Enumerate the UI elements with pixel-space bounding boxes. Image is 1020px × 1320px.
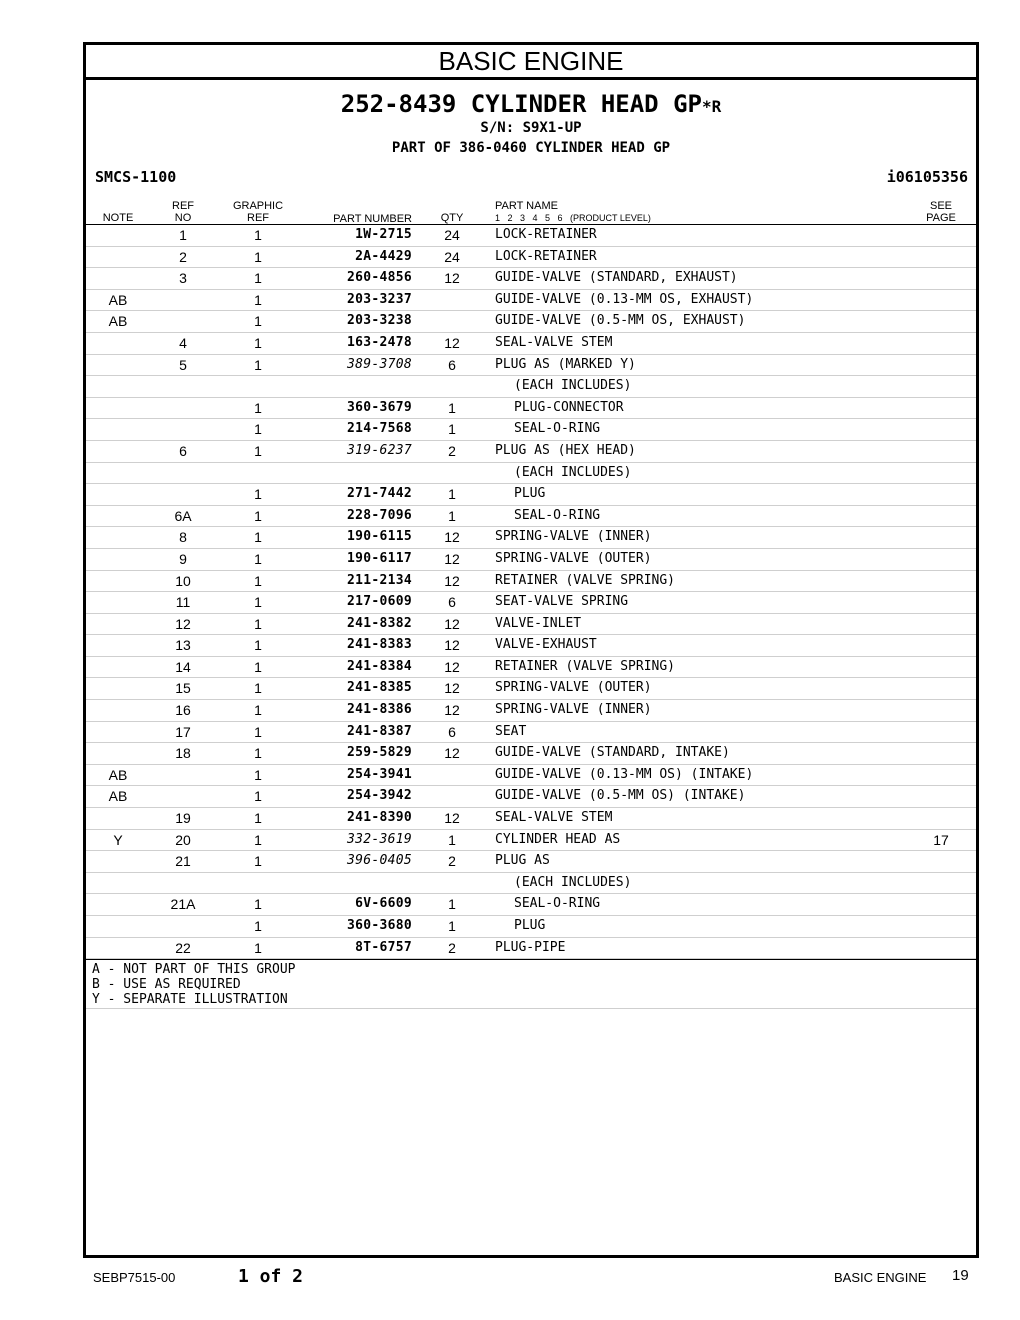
row-graphic-ref: 1 (254, 572, 262, 589)
row-part-number: 228-7096 (346, 507, 412, 523)
row-graphic-ref: 1 (254, 766, 262, 783)
row-part-number: 203-3237 (346, 291, 412, 307)
table-row (86, 419, 976, 441)
parts-page-frame (83, 42, 979, 1258)
row-part-name: SEAL-O-RING (514, 896, 601, 912)
table-row (86, 463, 976, 485)
table-row (86, 441, 976, 463)
row-part-number: 271-7442 (346, 486, 412, 502)
table-row (86, 247, 976, 269)
row-part-number: 241-8390 (346, 810, 412, 826)
row-qty: 1 (448, 831, 456, 848)
serial-number-range: S/N: S9X1-UP (480, 120, 582, 136)
table-header (86, 200, 976, 225)
row-graphic-ref: 1 (254, 248, 262, 265)
row-ref-no: 12 (175, 615, 191, 632)
row-graphic-ref: 1 (254, 939, 262, 956)
row-ref-no: 22 (175, 939, 191, 956)
row-part-name: SEAL-VALVE STEM (495, 334, 613, 350)
row-graphic-ref: 1 (254, 442, 262, 459)
row-part-number: 190-6115 (346, 529, 412, 545)
row-note: AB (108, 313, 128, 330)
row-qty: 12 (444, 810, 460, 827)
row-qty: 1 (448, 421, 456, 438)
row-qty: 12 (444, 745, 460, 762)
note-a: A - NOT PART OF THIS GROUP (92, 962, 296, 978)
page-number: 19 (952, 1267, 969, 1284)
row-qty: 12 (444, 334, 460, 351)
row-part-name: PLUG-CONNECTOR (514, 399, 624, 415)
row-graphic-ref: 1 (254, 723, 262, 740)
col-see-bottom: PAGE (926, 212, 956, 224)
row-graphic-ref: 1 (254, 291, 262, 308)
page-footer (0, 1262, 1020, 1302)
row-part-name: CYLINDER HEAD AS (495, 831, 621, 847)
row-part-name: (EACH INCLUDES) (514, 464, 632, 480)
row-qty: 2 (448, 442, 456, 459)
row-part-name: GUIDE-VALVE (STANDARD, EXHAUST) (495, 270, 738, 286)
row-part-name: PLUG AS (MARKED Y) (495, 356, 636, 372)
group-title-text: 252-8439 CYLINDER HEAD GP (340, 90, 702, 118)
row-graphic-ref: 1 (254, 637, 262, 654)
col-part-name: PART NAME (495, 200, 558, 212)
row-ref-no: 2 (179, 248, 187, 265)
row-part-name: VALVE-INLET (495, 615, 582, 631)
row-qty: 12 (444, 572, 460, 589)
row-part-name: (EACH INCLUDES) (514, 378, 632, 394)
row-ref-no: 19 (175, 810, 191, 827)
row-ref-no: 1 (179, 227, 187, 243)
row-ref-no: 6 (179, 442, 187, 459)
row-qty: 2 (448, 853, 456, 870)
col-ref-bottom: NO (174, 212, 192, 224)
row-ref-no: 14 (175, 658, 191, 675)
row-part-name: PLUG (514, 918, 546, 933)
row-part-number: 217-0609 (346, 594, 412, 610)
table-row (86, 398, 976, 420)
row-part-number: 1W-2715 (355, 227, 412, 242)
row-see-page: 17 (933, 831, 949, 848)
row-graphic-ref: 1 (254, 810, 262, 827)
row-part-name: SPRING-VALVE (INNER) (495, 702, 652, 718)
table-row (86, 484, 976, 506)
row-ref-no: 10 (175, 572, 191, 589)
row-part-number: 241-8385 (346, 680, 412, 696)
row-graphic-ref: 1 (254, 486, 262, 503)
row-qty: 12 (444, 680, 460, 697)
table-row (86, 333, 976, 355)
row-note: Y (113, 831, 123, 848)
row-part-name: RETAINER (VALVE SPRING) (495, 658, 676, 674)
col-ref-top: REF (172, 200, 194, 212)
row-part-name: GUIDE-VALVE (0.5-MM OS, EXHAUST) (495, 313, 746, 329)
row-part-number: 2A-4429 (355, 248, 412, 264)
row-part-name: GUIDE-VALVE (0.5-MM OS) (INTAKE) (495, 788, 746, 804)
row-ref-no: 3 (179, 270, 187, 287)
row-part-number: 241-8386 (346, 702, 412, 718)
table-row (86, 700, 976, 722)
row-part-number: 389-3708 (346, 356, 412, 372)
parts-table-body (86, 225, 976, 959)
table-row (86, 506, 976, 528)
row-part-number: 241-8382 (346, 615, 412, 631)
table-row (86, 527, 976, 549)
row-qty: 24 (444, 248, 460, 265)
row-part-name: SEAL-O-RING (514, 507, 601, 523)
row-qty: 6 (448, 723, 456, 740)
row-qty: 1 (448, 399, 456, 416)
table-row (86, 851, 976, 873)
col-graphic-top: GRAPHIC (232, 200, 284, 212)
row-graphic-ref: 1 (254, 831, 262, 848)
row-part-name: LOCK-RETAINER (495, 227, 597, 242)
row-qty: 1 (448, 486, 456, 503)
row-ref-no: 9 (179, 550, 187, 567)
row-graphic-ref: 1 (254, 421, 262, 438)
table-row (86, 635, 976, 657)
row-part-number: 190-6117 (346, 550, 412, 566)
section-title: BASIC ENGINE (86, 45, 976, 80)
row-ref-no: 16 (175, 702, 191, 719)
note-b: B - USE AS REQUIRED (92, 977, 241, 993)
doc-number: SEBP7515-00 (93, 1270, 176, 1285)
col-product-level: 1 2 3 4 5 6 (PRODUCT LEVEL) (495, 213, 651, 223)
note-y: Y - SEPARATE ILLUSTRATION (92, 992, 288, 1008)
table-row (86, 290, 976, 312)
page-of: 1 of 2 (238, 1266, 304, 1287)
row-graphic-ref: 1 (254, 680, 262, 697)
row-part-name: SPRING-VALVE (OUTER) (495, 680, 652, 696)
row-graphic-ref: 1 (254, 788, 262, 805)
row-part-name: SPRING-VALVE (OUTER) (495, 550, 652, 566)
table-row (86, 873, 976, 895)
row-part-number: 332-3619 (346, 831, 412, 847)
row-graphic-ref: 1 (254, 399, 262, 416)
row-part-name: LOCK-RETAINER (495, 248, 597, 264)
row-part-number: 211-2134 (346, 572, 412, 588)
row-qty: 12 (444, 529, 460, 546)
row-part-number: 241-8384 (346, 658, 412, 674)
row-ref-no: 21 (175, 853, 191, 870)
row-ref-no: 8 (179, 529, 187, 546)
row-graphic-ref: 1 (254, 745, 262, 762)
row-part-number: 254-3941 (346, 766, 412, 782)
table-row (86, 938, 976, 960)
row-part-number: 259-5829 (346, 745, 412, 761)
row-part-name: SEAT-VALVE SPRING (495, 594, 629, 610)
row-qty: 2 (448, 939, 456, 956)
row-part-name: PLUG AS (HEX HEAD) (495, 442, 636, 458)
table-row (86, 571, 976, 593)
table-row (86, 376, 976, 398)
table-row (86, 614, 976, 636)
row-graphic-ref: 1 (254, 550, 262, 567)
row-qty: 12 (444, 658, 460, 675)
row-qty: 6 (448, 594, 456, 611)
row-part-number: 396-0405 (346, 853, 412, 869)
col-note: NOTE (102, 212, 134, 224)
table-row (86, 808, 976, 830)
table-row (86, 678, 976, 700)
row-part-name: SEAT (495, 723, 527, 739)
row-part-number: 214-7568 (346, 421, 412, 437)
row-graphic-ref: 1 (254, 594, 262, 611)
group-title-suffix: *R (701, 97, 722, 116)
row-graphic-ref: 1 (254, 313, 262, 330)
row-note: AB (108, 766, 128, 783)
table-row (86, 549, 976, 571)
row-qty: 12 (444, 637, 460, 654)
row-part-name: RETAINER (VALVE SPRING) (495, 572, 676, 588)
row-qty: 1 (448, 507, 456, 524)
row-part-number: 241-8387 (346, 723, 412, 739)
row-part-name: SPRING-VALVE (INNER) (495, 529, 652, 545)
row-part-name: PLUG (514, 486, 546, 502)
footer-section: BASIC ENGINE (834, 1270, 927, 1285)
row-note: AB (108, 788, 128, 805)
row-ref-no: 6A (174, 507, 192, 524)
row-graphic-ref: 1 (254, 918, 262, 934)
row-ref-no: 18 (175, 745, 191, 762)
row-graphic-ref: 1 (254, 853, 262, 870)
table-row (86, 355, 976, 377)
col-see-top: SEE (929, 200, 952, 212)
illustration-id: i06105356 (886, 168, 968, 186)
table-row (86, 225, 976, 247)
row-ref-no: 13 (175, 637, 191, 654)
row-part-number: 203-3238 (346, 313, 412, 329)
row-part-name: PLUG AS (495, 853, 550, 869)
col-qty: QTY (440, 212, 464, 224)
row-ref-no: 20 (175, 831, 191, 848)
row-part-number: 319-6237 (346, 442, 412, 458)
table-row (86, 916, 976, 938)
row-part-name: GUIDE-VALVE (0.13-MM OS, EXHAUST) (495, 291, 754, 307)
smcs-code: SMCS-1100 (95, 168, 177, 186)
table-row (86, 722, 976, 744)
row-part-number: 254-3942 (346, 788, 412, 804)
row-graphic-ref: 1 (254, 702, 262, 719)
row-part-number: 8T-6757 (355, 939, 412, 955)
table-row (86, 894, 976, 916)
row-graphic-ref: 1 (254, 615, 262, 632)
row-part-number: 6V-6609 (355, 896, 412, 912)
table-row (86, 268, 976, 290)
row-part-name: SEAL-O-RING (514, 421, 601, 437)
row-qty: 6 (448, 356, 456, 373)
row-qty: 1 (448, 896, 456, 913)
row-part-name: SEAL-VALVE STEM (495, 810, 613, 826)
row-graphic-ref: 1 (254, 529, 262, 546)
row-part-number: 163-2478 (346, 334, 412, 350)
row-graphic-ref: 1 (254, 270, 262, 287)
row-ref-no: 4 (179, 334, 187, 351)
part-of-line: PART OF 386-0460 CYLINDER HEAD GP (391, 140, 671, 156)
table-row (86, 311, 976, 333)
group-header (86, 80, 976, 200)
row-ref-no: 11 (175, 594, 191, 611)
row-part-number: 360-3680 (346, 918, 412, 933)
notes-legend (86, 959, 976, 1009)
row-qty: 12 (444, 270, 460, 287)
row-part-number: 260-4856 (346, 270, 412, 286)
table-row (86, 830, 976, 852)
row-graphic-ref: 1 (254, 227, 262, 243)
row-note: AB (108, 291, 128, 308)
row-graphic-ref: 1 (254, 896, 262, 913)
row-part-name: (EACH INCLUDES) (514, 874, 632, 890)
row-graphic-ref: 1 (254, 356, 262, 373)
table-row (86, 657, 976, 679)
row-ref-no: 17 (175, 723, 191, 740)
row-part-name: VALVE-EXHAUST (495, 637, 597, 653)
row-ref-no: 5 (179, 356, 187, 373)
row-graphic-ref: 1 (254, 507, 262, 524)
row-qty: 12 (444, 702, 460, 719)
row-qty: 12 (444, 550, 460, 567)
row-graphic-ref: 1 (254, 334, 262, 351)
col-part-number: PART NUMBER (333, 213, 412, 225)
row-part-name: PLUG-PIPE (495, 939, 566, 955)
col-graphic-bottom: REF (247, 212, 269, 224)
table-row (86, 592, 976, 614)
row-qty: 24 (444, 227, 460, 243)
row-qty: 1 (448, 918, 456, 934)
row-part-number: 241-8383 (346, 637, 412, 653)
row-graphic-ref: 1 (254, 658, 262, 675)
row-part-name: GUIDE-VALVE (STANDARD, INTAKE) (495, 745, 730, 761)
group-title (86, 90, 976, 118)
row-part-number: 360-3679 (346, 399, 412, 415)
row-part-name: GUIDE-VALVE (0.13-MM OS) (INTAKE) (495, 766, 754, 782)
table-row (86, 743, 976, 765)
row-ref-no: 21A (170, 896, 196, 913)
row-qty: 12 (444, 615, 460, 632)
table-row (86, 786, 976, 808)
table-row (86, 765, 976, 787)
row-ref-no: 15 (175, 680, 191, 697)
